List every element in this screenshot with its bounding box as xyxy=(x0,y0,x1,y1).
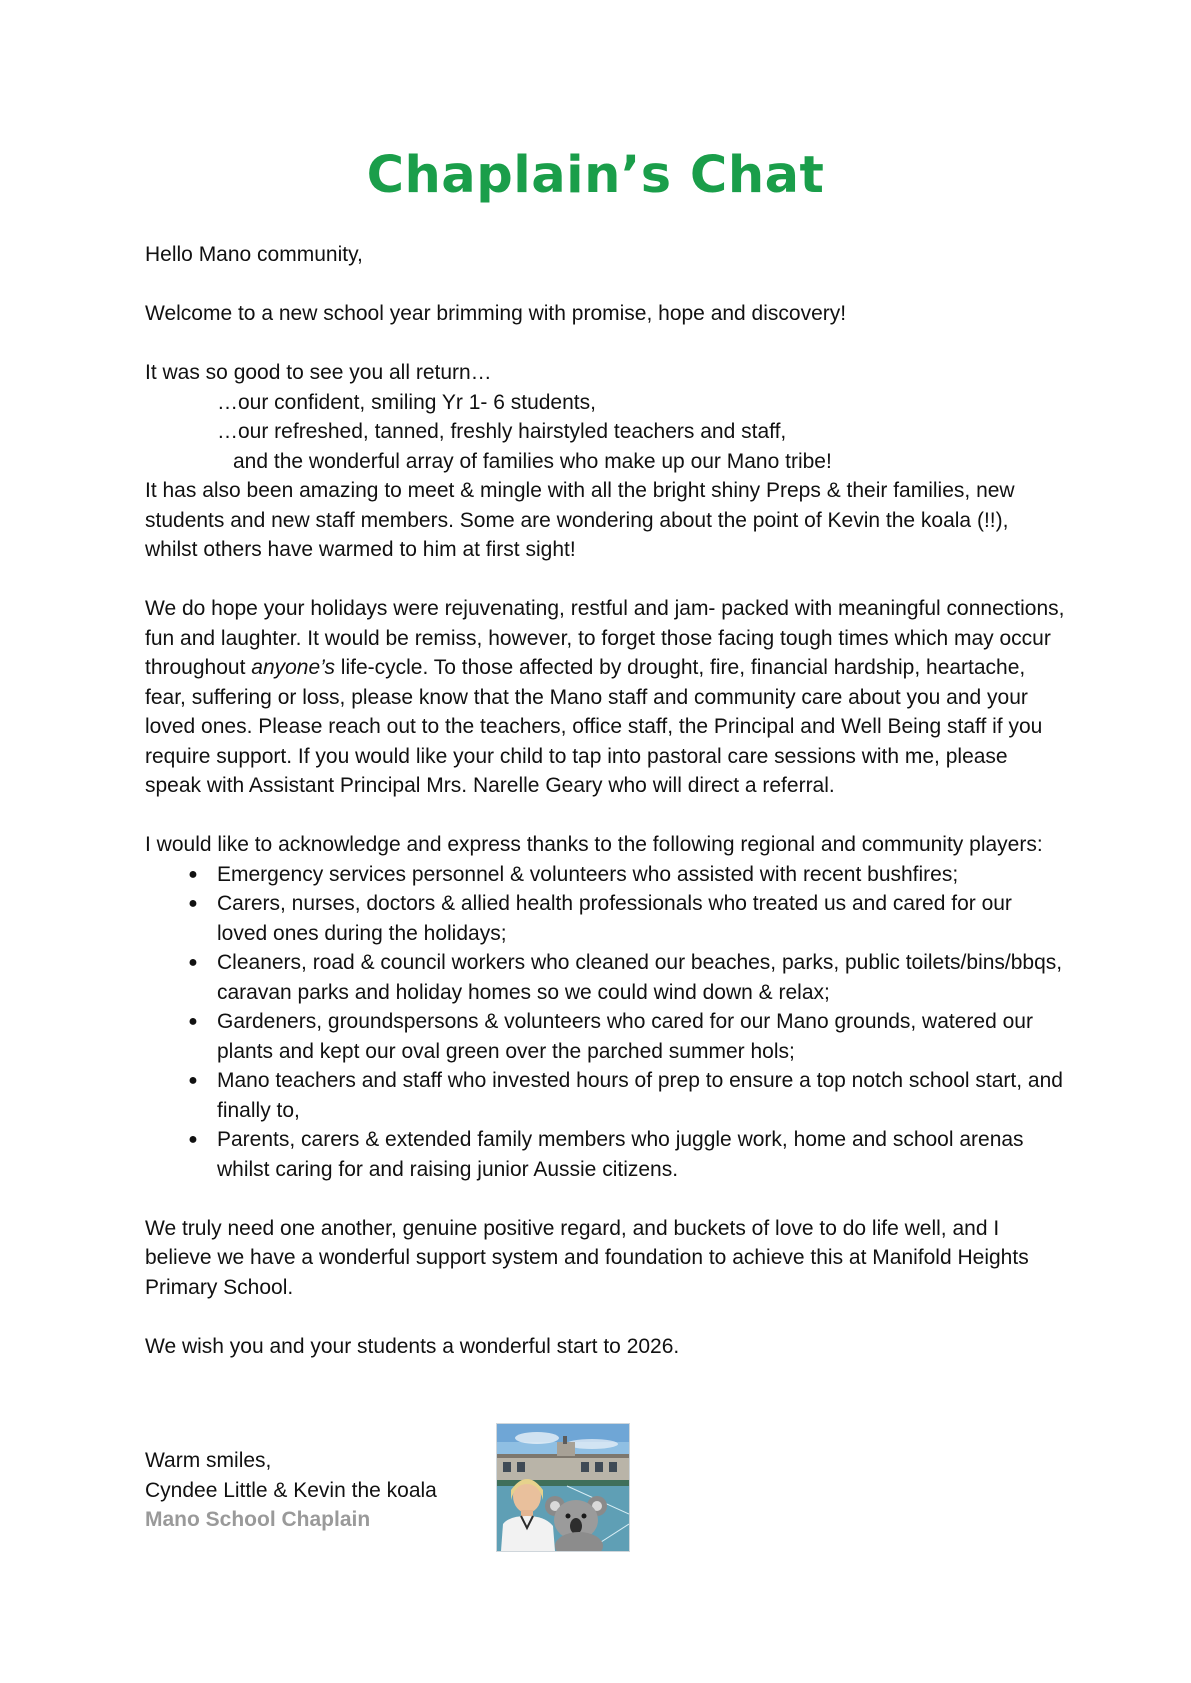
meet-paragraph: It has also been amazing to meet & mingle with all the bright shiny Preps & their families, new students and new staff members. Some are wondering about the point of Kevin the koala (!!), whilst others have warmed to him at first sight! xyxy=(145,479,1015,561)
return-line: and the wonderful array of families who make up our Mano tribe! xyxy=(233,449,832,473)
signoff-name: Cyndee Little & Kevin the koala xyxy=(145,1478,437,1502)
welcome-paragraph: Welcome to a new school year brimming with promise, hope and discovery! xyxy=(145,302,847,325)
bullet-icon: ● xyxy=(188,1131,198,1148)
holidays-text-start: We do hope your holidays were rejuvenating, restful and jam- packed with meaningful connections, fun and laughter. It would be remiss, however, to forget those facing tough times which may occur throughout xyxy=(145,597,1065,679)
list-item-text: Gardeners, groundspersons & volunteers who cared for our Mano grounds, watered our plants and kept our oval green over the parched summer hols; xyxy=(217,1010,1033,1063)
wish-paragraph: We wish you and your students a wonderful start to 2026. xyxy=(145,1334,680,1358)
bullet-icon: ● xyxy=(188,1072,198,1089)
return-intro: It was so good to see you all return… xyxy=(145,361,492,384)
greeting: Hello Mano community, xyxy=(145,243,363,266)
signature-block xyxy=(145,1446,505,1535)
holidays-text-end: life-cycle. To those affected by drought, fire, financial hardship, heartache, fear, suffering or loss, please know that the Mano staff and community care about you and your loved ones. Please reach out to the teachers, office staff, the Principal and Well Being staff if you require support. If you would like your child to tap into pastoral care sessions with me, please speak with Assistant Principal Mrs. Narelle Geary who will direct a referral. xyxy=(145,656,1043,797)
list-item xyxy=(145,948,1065,1007)
return-line: …our confident, smiling Yr 1- 6 students, xyxy=(217,390,596,414)
letter-body xyxy=(145,240,1065,1361)
signoff-role: Mano School Chaplain xyxy=(145,1508,371,1531)
list-item-text: Mano teachers and staff who invested hours of prep to ensure a top notch school start, and finally to, xyxy=(217,1069,1063,1122)
holidays-emphasis: anyone’s xyxy=(251,656,335,679)
bullet-icon: ● xyxy=(188,865,198,883)
holidays-paragraph xyxy=(145,594,1065,801)
list-item xyxy=(145,860,1065,890)
list-item xyxy=(145,1066,1065,1125)
thanks-list xyxy=(145,860,1065,1185)
list-item xyxy=(145,889,1065,948)
list-item-text: Emergency services personnel & volunteers who assisted with recent bushfires; xyxy=(217,862,959,886)
thanks-intro: I would like to acknowledge and express thanks to the following regional and community players: xyxy=(145,833,1043,856)
list-item-text: Parents, carers & extended family members who juggle work, home and school arenas whilst caring for and raising junior Aussie citizens. xyxy=(217,1128,1024,1181)
list-item-text: Carers, nurses, doctors & allied health professionals who treated us and cared for our loved ones during the holidays; xyxy=(217,892,1012,945)
list-item xyxy=(145,1125,1065,1184)
chaplain-with-koala-image xyxy=(497,1424,629,1551)
signoff-closing: Warm smiles, xyxy=(145,1449,272,1472)
bullet-icon: ● xyxy=(188,895,198,912)
return-line: …our refreshed, tanned, freshly hairstyled teachers and staff, xyxy=(217,420,787,443)
list-item-text: Cleaners, road & council workers who cleaned our beaches, parks, public toilets/bins/bbqs, caravan parks and holiday homes so we could wind down & relax; xyxy=(217,951,1063,1004)
chaplain-photo xyxy=(496,1423,630,1552)
need-paragraph: We truly need one another, genuine positive regard, and buckets of love to do life well, and I believe we have a wonderful support system and foundation to achieve this at Manifold Heights Primary School. xyxy=(145,1216,1029,1299)
bullet-icon: ● xyxy=(188,1013,198,1030)
page-title: Chaplain’s Chat xyxy=(366,146,825,205)
list-item xyxy=(145,1007,1065,1066)
bullet-icon: ● xyxy=(188,954,198,971)
